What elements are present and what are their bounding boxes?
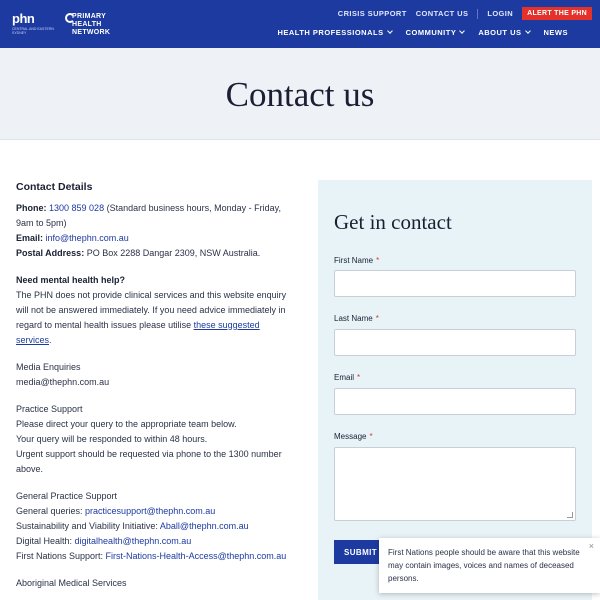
- practice-support-line: Urgent support should be requested via phone to the 1300 number above.: [16, 449, 282, 474]
- contact-details-section: [16, 180, 296, 591]
- general-queries-label: General queries:: [16, 506, 86, 516]
- practice-support-line: Your query will be responded to within 48 hours.: [16, 434, 208, 444]
- practice-support-line: Please direct your query to the appropriate team below.: [16, 419, 237, 429]
- nav-health-professionals[interactable]: HEALTH PROFESSIONALS: [277, 28, 391, 37]
- close-icon[interactable]: ×: [588, 541, 594, 551]
- gp-support-title: General Practice Support: [16, 491, 118, 501]
- digital-health-email-link[interactable]: digitalhealth@thephn.com.au: [74, 536, 192, 546]
- logo-short: phn: [12, 11, 35, 26]
- utility-nav: [329, 6, 592, 21]
- page-title: Contact us: [225, 75, 375, 114]
- mental-health-title: Need mental health help?: [16, 275, 126, 285]
- media-title: Media Enquiries: [16, 362, 81, 372]
- chevron-down-icon: [459, 28, 465, 34]
- nav-divider: [477, 9, 478, 19]
- sentence-end: .: [49, 335, 52, 345]
- email-label: Email:: [16, 233, 44, 243]
- phn-logo[interactable]: [12, 11, 118, 37]
- practice-support-title: Practice Support: [16, 404, 83, 414]
- phone-link[interactable]: 1300 859 028: [49, 203, 105, 213]
- page-hero: [0, 48, 600, 140]
- resize-grip-icon[interactable]: [567, 512, 573, 518]
- digital-health-label: Digital Health:: [16, 536, 75, 546]
- crisis-support-link[interactable]: CRISIS SUPPORT: [337, 9, 407, 18]
- submit-button[interactable]: SUBMIT: [334, 540, 386, 564]
- site-header: [0, 0, 600, 48]
- gp-support-block: [16, 489, 296, 564]
- phone-label: Phone:: [16, 203, 47, 213]
- first-nations-notice: [379, 538, 600, 593]
- main-nav: [263, 26, 568, 38]
- chevron-down-icon: [525, 28, 531, 34]
- postal-label: Postal Address:: [16, 248, 85, 258]
- nav-about-us[interactable]: ABOUT US: [478, 28, 529, 37]
- chevron-down-icon: [387, 28, 393, 34]
- practice-support-block: [16, 402, 296, 477]
- login-link[interactable]: LOGIN: [487, 9, 514, 18]
- contact-details-heading: Contact Details: [16, 181, 93, 193]
- contact-us-link[interactable]: CONTACT US: [415, 9, 469, 18]
- nav-community[interactable]: COMMUNITY: [406, 28, 465, 37]
- media-block: [16, 360, 296, 390]
- logo-name: PRIMARY HEALTH NETWORK: [72, 13, 111, 36]
- alert-the-phn-button[interactable]: ALERT THE PHN: [522, 7, 592, 20]
- email-field[interactable]: [334, 388, 576, 415]
- first-nations-email-link[interactable]: First-Nations-Health-Access@thephn.com.au: [105, 551, 287, 561]
- nav-news[interactable]: NEWS: [543, 27, 568, 37]
- contact-details-block: [16, 201, 296, 261]
- last-name-input[interactable]: [334, 329, 576, 356]
- info-email-link[interactable]: info@thephn.com.au: [45, 233, 129, 243]
- email-field-label: Email *: [334, 373, 361, 382]
- first-name-input[interactable]: [334, 270, 576, 297]
- logo-tagline: CENTRAL AND EASTERN SYDNEY: [12, 27, 54, 35]
- media-email: media@thephn.com.au: [16, 377, 110, 387]
- sustainability-label: Sustainability and Viability Initiative:: [16, 521, 160, 531]
- contact-form: [318, 180, 592, 600]
- aboriginal-medical-title: Aboriginal Medical Services: [16, 578, 127, 588]
- sustainability-email-link[interactable]: Aball@thephn.com.au: [159, 521, 249, 531]
- message-label: Message *: [334, 432, 373, 441]
- practice-support-email-link[interactable]: practicesupport@thephn.com.au: [85, 506, 216, 516]
- mental-health-block: [16, 273, 296, 348]
- first-name-label: First Name *: [334, 256, 380, 265]
- suggested-services-link[interactable]: these suggested services: [16, 320, 260, 345]
- first-nations-label: First Nations Support:: [16, 551, 106, 561]
- form-title: Get in contact: [334, 210, 452, 234]
- mental-health-text: The PHN does not provide clinical services and this website enquiry will not be answered immediately. If you need advice immediately in regard to mental health issues please utilise: [16, 290, 287, 330]
- phone-hours: (Standard business hours, Monday - Friday, 9am to 5pm): [16, 203, 281, 228]
- message-textarea[interactable]: [334, 447, 576, 521]
- postal-address: PO Box 2288 Dangar 2309, NSW Australia.: [84, 248, 261, 258]
- notice-text: First Nations people should be aware that this website may contain images, voices and names of deceased persons.: [388, 548, 580, 583]
- last-name-label: Last Name *: [334, 314, 379, 323]
